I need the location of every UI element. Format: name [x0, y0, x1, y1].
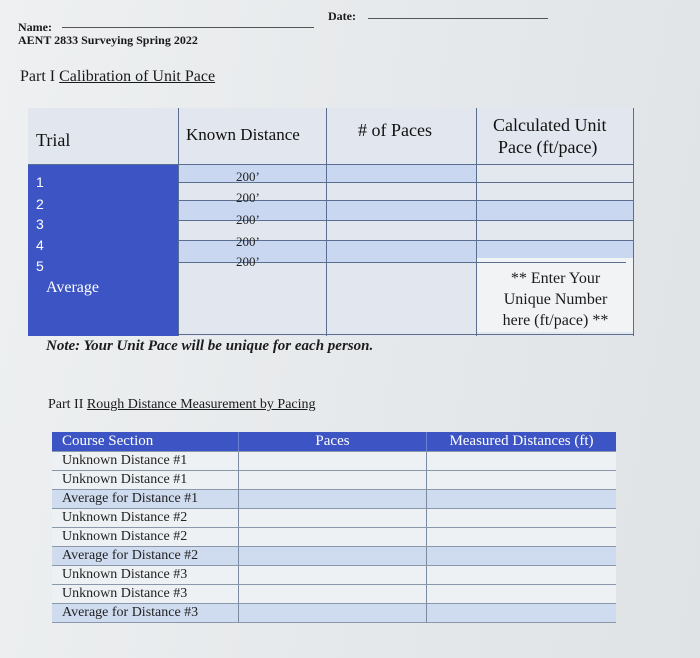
- pacing-row-label: Unknown Distance #1: [52, 471, 238, 489]
- pacing-row-label: Unknown Distance #3: [52, 566, 238, 584]
- trial-3: 3: [36, 216, 44, 232]
- pacing-row-label: Average for Distance #3: [52, 604, 238, 622]
- pacing-header-row: [52, 432, 616, 452]
- pacing-row-distance: [426, 509, 616, 527]
- pacing-row-distance: [426, 547, 616, 565]
- pacing-row-label: Average for Distance #1: [52, 490, 238, 508]
- pacing-row-distance: [426, 471, 616, 489]
- part1-title-underlined: Calibration of Unit Pace: [59, 68, 216, 85]
- part1-title: [20, 68, 215, 86]
- col-calculated-header-line2: Pace (ft/pace): [498, 137, 598, 157]
- part2-title-underlined: Rough Distance Measurement by Pacing: [86, 397, 316, 412]
- pacing-row: [52, 566, 616, 585]
- pacing-row: [52, 509, 616, 528]
- pacing-row-distance: [426, 528, 616, 546]
- grid-v4: [633, 108, 634, 336]
- unique-pace-note: Note: Your Unit Pace will be unique for each person.: [46, 338, 374, 354]
- pacing-row-paces: [238, 585, 426, 603]
- trial-5: 5: [36, 258, 44, 274]
- part2-title-prefix: Part II: [48, 397, 87, 412]
- grid-v3: [476, 108, 477, 336]
- pacing-row-paces: [238, 509, 426, 527]
- pacing-row-paces: [238, 566, 426, 584]
- col-trial-header: Trial: [36, 130, 71, 150]
- pacing-table: [52, 432, 616, 626]
- average-label: Average: [46, 279, 99, 296]
- enter-note-line1: ** Enter Your: [510, 270, 601, 287]
- calibration-table: [28, 108, 634, 336]
- trial-1: 1: [36, 174, 44, 190]
- pacing-row: [52, 585, 616, 604]
- enter-note-line2: Unique Number: [503, 291, 608, 308]
- pacing-row-distance: [426, 585, 616, 603]
- pacing-row-paces: [238, 547, 426, 565]
- part2-title: [48, 397, 316, 413]
- col-known-distance-header: Known Distance: [186, 125, 300, 144]
- trial-2: 2: [36, 196, 44, 212]
- pacing-row: [52, 547, 616, 566]
- pacing-row: [52, 490, 616, 509]
- pacing-row: [52, 471, 616, 490]
- pacing-row-distance: [426, 452, 616, 470]
- pacing-row-label: Unknown Distance #2: [52, 528, 238, 546]
- distance-2: 200’: [236, 190, 260, 205]
- name-label: Name:: [18, 20, 52, 34]
- trial-4: 4: [36, 237, 44, 253]
- col-course-section-header: Course Section: [52, 432, 238, 451]
- distance-3: 200’: [236, 212, 260, 227]
- part1-title-prefix: Part I: [20, 68, 60, 85]
- name-line: [62, 27, 314, 28]
- grid-v2: [326, 108, 327, 336]
- col-paces-header: # of Paces: [358, 120, 432, 140]
- pacing-row: [52, 452, 616, 471]
- date-label: Date:: [328, 9, 356, 23]
- pacing-row-distance: [426, 490, 616, 508]
- col-paces-header-2: Paces: [238, 432, 426, 451]
- pacing-row-paces: [238, 528, 426, 546]
- pacing-row-distance: [426, 566, 616, 584]
- distance-1: 200’: [236, 169, 260, 184]
- pacing-row-paces: [238, 452, 426, 470]
- pacing-row: [52, 604, 616, 623]
- pacing-row-paces: [238, 490, 426, 508]
- date-line: [368, 18, 548, 19]
- enter-unique-number-note: [483, 268, 628, 331]
- grid-h0: [28, 164, 634, 165]
- distance-4: 200’: [236, 234, 260, 249]
- col-measured-header: Measured Distances (ft): [426, 432, 616, 451]
- pacing-row-paces: [238, 604, 426, 622]
- col-calculated-header-line1: Calculated Unit: [493, 115, 607, 135]
- pacing-row-distance: [426, 604, 616, 622]
- pacing-row-label: Unknown Distance #2: [52, 509, 238, 527]
- enter-note-line3: here (ft/pace) **: [502, 312, 609, 329]
- pacing-row-label: Average for Distance #2: [52, 547, 238, 565]
- pacing-row: [52, 528, 616, 547]
- trial-column-body: [28, 164, 178, 336]
- grid-v1: [178, 108, 179, 336]
- distance-5: 200’: [236, 254, 260, 269]
- pacing-row-label: Unknown Distance #3: [52, 585, 238, 603]
- calculated-band-5: [476, 240, 634, 258]
- pacing-row-paces: [238, 471, 426, 489]
- course-title: AENT 2833 Surveying Spring 2022: [18, 33, 198, 47]
- grid-h6: [178, 334, 634, 335]
- calculated-band-3: [476, 200, 634, 220]
- pacing-row-label: Unknown Distance #1: [52, 452, 238, 470]
